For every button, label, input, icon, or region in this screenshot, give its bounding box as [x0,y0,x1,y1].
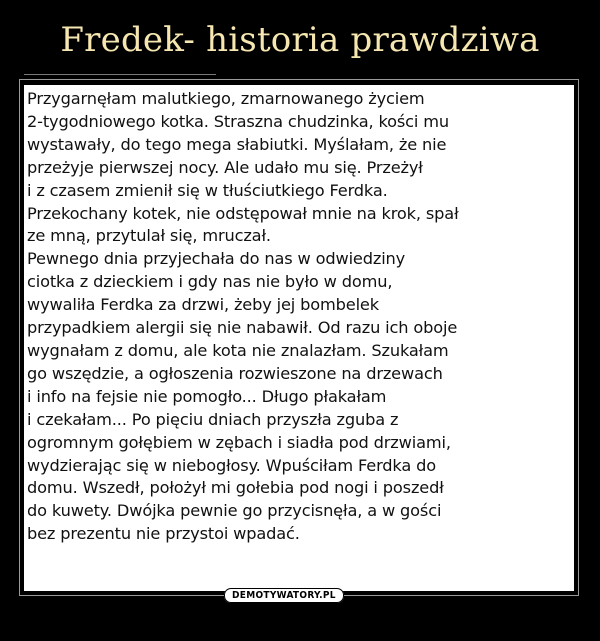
page-title: Fredek- historia prawdziwa [60,20,540,60]
story-line: bez prezentu nie przystoi wpadać. [27,524,300,544]
story-line: domu. Wszedł, położył mi gołebia pod nogi i poszedł [27,478,444,498]
story-line: wygnałam z domu, ale kota nie znalazłam. Szukałam [27,340,449,360]
story-line: 2-tygodniowego kotka. Straszna chudzinka, kości mu [27,111,449,131]
site-watermark: DEMOTYWATORY.PL [224,588,344,603]
story-panel [23,84,575,592]
story-line: przypadkiem alergii się nie nabawił. Od razu ich oboje [27,318,458,338]
story-text [24,88,575,546]
story-line: Przekochany kotek, nie odstępował mnie na krok, spał [27,203,459,223]
story-line: wywaliła Ferdka za drzwi, żeby jej bombelek [27,295,379,315]
story-line: przeżyje pierwszej nocy. Ale udało mu się. Przeżył [27,157,423,177]
story-line: Przygarnęłam malutkiego, zmarnowanego życiem [27,89,425,108]
story-line: Pewnego dnia przyjechała do nas w odwiedziny [27,249,406,269]
story-line: i z czasem zmienił się w tłuściutkiego Ferdka. [27,180,388,200]
story-line: i info na fejsie nie pomogło... Długo płakałam [27,386,387,406]
story-line: wystawały, do tego mega słabiutki. Myślałam, że nie [27,134,447,154]
frame-accent-line [24,74,216,75]
story-line: ogromnym gołębiem w zębach i siadła pod drzwiami, [27,432,451,452]
story-line: ze mną, przytulał się, mruczał. [27,226,271,246]
story-line: i czekałam... Po pięciu dniach przyszła zguba z [27,409,399,429]
story-line: wydzierając się w niebogłosy. Wpuściłam Ferdka do [27,455,436,475]
story-line: do kuwety. Dwójka pewnie go przycisnęła, a w gości [27,501,442,521]
story-line: go wszędzie, a ogłoszenia rozwieszone na drzewach [27,363,443,383]
story-line: ciotka z dzieckiem i gdy nas nie było w domu, [27,272,393,292]
